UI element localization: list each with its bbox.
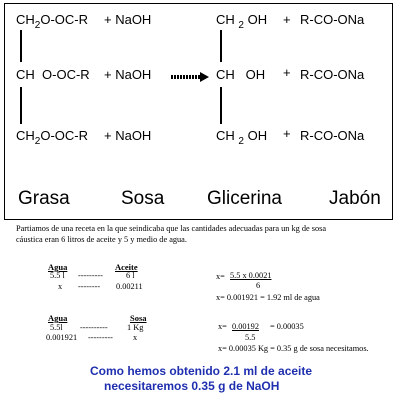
calc2-eq-prefix: x= [218,322,227,331]
calc1-eq-numerator: 5.5 x 0.0021 [230,271,272,280]
calc1-header-water: Agua [48,262,68,272]
glycerin-row-2: CH OH [216,67,266,82]
right-bond-top [220,30,222,62]
calc2-header-soda: Sosa [130,313,147,323]
product-row-3: R-CO-ONa [300,128,365,143]
calc2-eq-numerator: 0.00192 [232,322,259,331]
reagent-row-1: + NaOH [104,12,152,27]
reactant-row-1: $CH_2O-OC-R$ [16,12,89,31]
reagent-row-3: + NaOH [104,128,152,143]
conclusion-line-1: Como hemos obtenido 2.1 ml de aceite [90,364,313,378]
glycerin-row-3: CH $_2$ OH [216,128,268,147]
label-sosa: Sosa [121,188,165,209]
calc1-eq-denominator: 6 [256,281,261,290]
reagent-row-2: + NaOH [104,67,152,82]
product-row-2: R-CO-ONa [300,67,365,82]
calc2-r1c1: 5.5l [50,323,63,332]
plus-row-2: + [283,65,291,80]
calc2-r2dash: --------- [88,333,113,342]
calc1-header-oil: Aceite [115,262,138,272]
calc2-eq-denominator: 5.5 [245,333,256,342]
calc1-r2c1: x [58,282,63,291]
calc1-r1c1: 5.5 l [50,271,65,280]
left-bond-bottom [20,87,22,124]
glycerin-row-1: CH $_2$ OH [216,12,268,31]
calc2-r2c2: x [133,333,138,342]
label-jabon: Jabón [329,188,381,209]
calc2-result: x= 0.00035 Kg = 0.35 g de sosa necesitamos. [218,344,369,353]
conclusion-line-2: necesitaremos 0.35 g de NaOH [104,379,280,393]
calc2-header-water: Agua [48,313,68,323]
reactant-row-3: $CH_2O-OC-R$ [16,128,89,147]
calc1-r1dash: --------- [78,271,103,280]
calc1-eq-prefix: x= [216,272,225,281]
calc1-result: x= 0.001921 = 1.92 ml de agua [216,293,320,302]
plus-row-3: + [283,126,291,141]
calc2-r2c1: 0.001921 [46,333,78,342]
left-bond-top [20,30,22,62]
intro-line-2: cáustica eran 6 litros de aceite y 5 y medio de agua. [16,235,187,244]
product-row-1: R-CO-ONa [300,12,365,27]
right-bond-bottom [220,87,222,124]
plus-row-1: + [283,12,291,27]
label-grasa: Grasa [18,188,70,209]
calc2-eq-tail: = 0.00035 [270,322,304,331]
calc1-r1c2: 6 l [126,271,135,280]
intro-line-1: Partiamos de una receta en la que seindicaba que las cantidades adecuadas para un kg de sosa [16,224,327,233]
label-glicerina: Glicerina [207,188,282,209]
calc1-r2dash: -------- [78,282,101,291]
calc2-r1dash: ---------- [80,323,108,332]
reaction-arrow-icon [170,70,210,84]
calc2-r1c2: 1 Kg [127,323,144,332]
reactant-row-2: CH O-OC-R [16,67,90,82]
calc1-r2c2: 0.00211 [116,282,143,291]
